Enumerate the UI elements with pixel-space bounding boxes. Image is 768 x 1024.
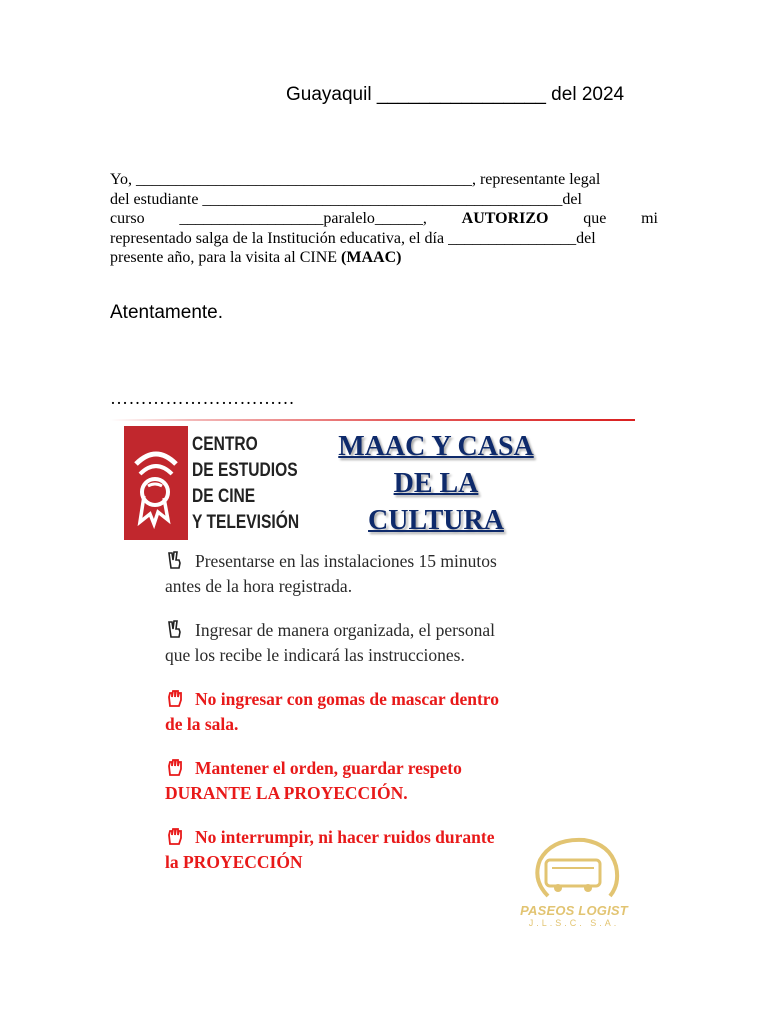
rule-4-line-2: DURANTE LA PROYECCIÓN. (165, 783, 408, 803)
raised-hand-icon (165, 757, 187, 782)
rule-item (165, 550, 585, 597)
victory-hand-icon (165, 550, 187, 575)
watermark-sub: J.L.S.C. S.A. (528, 918, 620, 928)
letter-line-2: del estudiante _____________________________________________del (110, 190, 582, 208)
org-line-2: DE ESTUDIOS (192, 460, 298, 481)
rule-4-line-1: Mantener el orden, guardar respeto (195, 758, 462, 778)
rule-item (165, 688, 585, 735)
maac-word: (MAAC) (341, 249, 402, 267)
film-school-logo-icon (124, 426, 188, 540)
red-divider (110, 419, 635, 421)
rule-1-line-2: antes de la hora registrada. (165, 576, 353, 596)
signature-line: ………………………… (110, 388, 295, 408)
authorization-paragraph (110, 170, 658, 268)
letter-line-1: Yo, __________________________________________, representante legal (110, 171, 601, 188)
letter-line-3 (110, 209, 658, 229)
rule-2-line-2: que los recibe le indicará las instrucciones. (165, 645, 465, 665)
org-line-3: DE CINE (192, 486, 256, 507)
curso-word: curso (110, 210, 145, 228)
film-school-name (192, 432, 299, 536)
closing: Atentamente. (110, 302, 224, 323)
autorizo-word: AUTORIZO (461, 210, 549, 228)
rule-1-line-1: Presentarse en las instalaciones 15 minutos (195, 551, 497, 571)
rule-5-line-2: la PROYECCIÓN (165, 852, 303, 872)
rule-3-line-2: de la sala. (165, 714, 239, 734)
title-line-3: CULTURA (368, 505, 504, 536)
bus-logo-icon (526, 836, 622, 902)
raised-hand-icon (165, 826, 187, 851)
org-line-1: CENTRO (192, 434, 258, 455)
victory-hand-icon (165, 619, 187, 644)
date-line: Guayaquil ________________ del 2024 (286, 84, 625, 105)
title-line-2: DE LA (393, 468, 479, 499)
rule-2-line-1: Ingresar de manera organizada, el personal (195, 620, 495, 640)
rule-item (165, 619, 585, 666)
rule-item (165, 757, 585, 804)
paseos-logist-watermark (520, 836, 628, 932)
flyer-title (314, 428, 558, 539)
raised-hand-icon (165, 688, 187, 713)
curso-paralelo-blanks: __________________paralelo______, (179, 210, 427, 228)
mi-word: mi (641, 210, 658, 228)
letter-line-5-text: presente año, para la visita al CINE (110, 249, 342, 267)
org-line-4: Y TELEVISIÓN (192, 512, 300, 533)
letter-line-5 (110, 248, 658, 268)
que-word: que (583, 210, 607, 228)
title-line-1: MAAC Y CASA (338, 431, 534, 462)
watermark-name: PASEOS LOGIST (520, 903, 628, 918)
rule-5-line-1: No interrumpir, ni hacer ruidos durante (195, 827, 495, 847)
letter-line-4: representado salga de la Institución educativa, el día ________________del (110, 229, 596, 247)
rule-3-line-1: No ingresar con gomas de mascar dentro (195, 689, 499, 709)
